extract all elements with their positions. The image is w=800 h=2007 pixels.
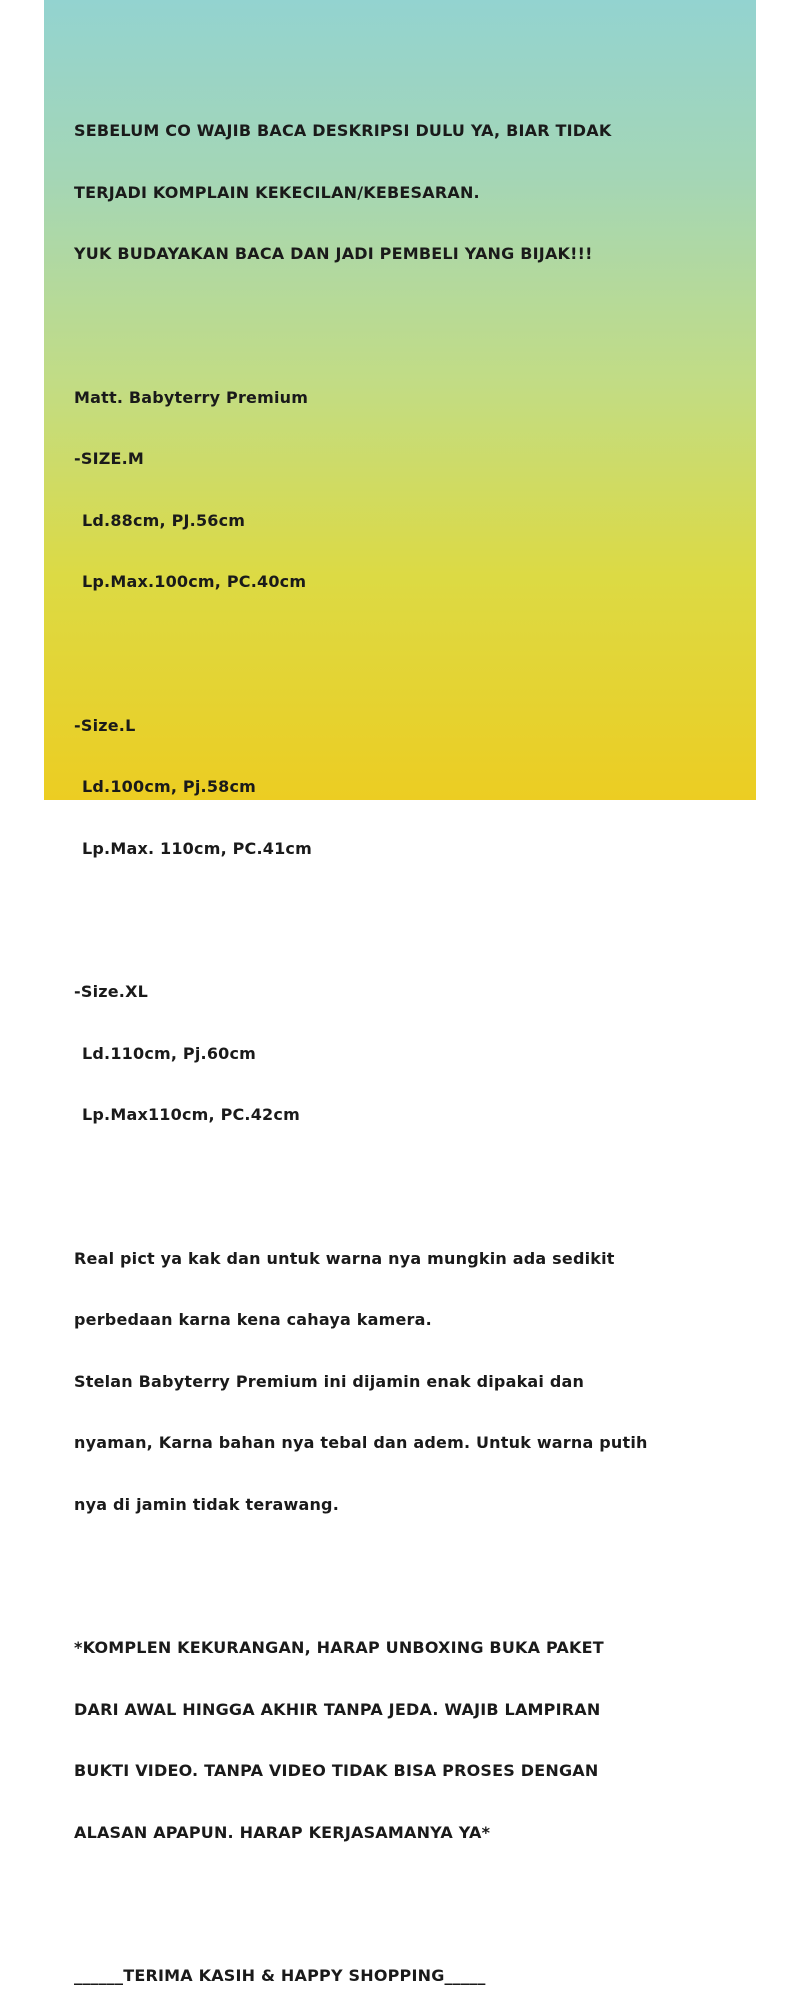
header-line-2: TERJADI KOMPLAIN KEKECILAN/KEBESARAN.	[74, 182, 480, 202]
note-line-2: perbedaan karna kena cahaya kamera.	[74, 1310, 432, 1329]
header-line-1: SEBELUM CO WAJIB BACA DESKRIPSI DULU YA, BIAR TIDAK	[74, 121, 612, 140]
header-line-3: YUK BUDAYAKAN BACA DAN JADI PEMBELI YANG BIJAK!!!	[74, 244, 593, 263]
size-xl-line-1: Ld.110cm, Pj.60cm	[82, 1043, 257, 1063]
spacer	[74, 306, 694, 327]
size-m-line-1: Ld.88cm, PJ.56cm	[82, 510, 246, 530]
size-m-line-2: Lp.Max.100cm, PC.40cm	[82, 572, 307, 591]
product-name: Matt. Babyterry Premium	[74, 387, 309, 407]
note-line-3: Stelan Babyterry Premium ini dijamin enak dipakai dan	[74, 1371, 585, 1391]
spacer	[74, 900, 694, 921]
size-l-line-2: Lp.Max. 110cm, PC.41cm	[82, 838, 312, 858]
note-line-5: nya di jamin tidak terawang.	[74, 1494, 339, 1514]
complaint-line-2: DARI AWAL HINGGA AKHIR TANPA JEDA. WAJIB LAMPIRAN	[74, 1699, 601, 1719]
footer-thanks: ______TERIMA KASIH & HAPPY SHOPPING_____	[74, 1966, 486, 1985]
spacer	[74, 1556, 694, 1577]
complaint-line-1: *KOMPLEN KEKURANGAN, HARAP UNBOXING BUKA PAKET	[74, 1638, 604, 1657]
note-line-1: Real pict ya kak dan untuk warna nya mungkin ada sedikit	[74, 1248, 615, 1268]
complaint-line-3: BUKTI VIDEO. TANPA VIDEO TIDAK BISA PROSES DENGAN	[74, 1761, 599, 1780]
size-xl-label: -Size.XL	[74, 982, 149, 1001]
spacer	[74, 1884, 694, 1905]
size-l-label: -Size.L	[74, 715, 136, 735]
note-line-4: nyaman, Karna bahan nya tebal dan adem. Untuk warna putih	[74, 1433, 648, 1452]
complaint-line-4: ALASAN APAPUN. HARAP KERJASAMANYA YA*	[74, 1822, 491, 1842]
product-description	[74, 80, 694, 2007]
spacer	[74, 634, 694, 655]
size-l-line-1: Ld.100cm, Pj.58cm	[82, 777, 257, 796]
size-m-label: -SIZE.M	[74, 449, 145, 468]
spacer	[74, 1167, 694, 1188]
size-xl-line-2: Lp.Max110cm, PC.42cm	[82, 1105, 300, 1124]
